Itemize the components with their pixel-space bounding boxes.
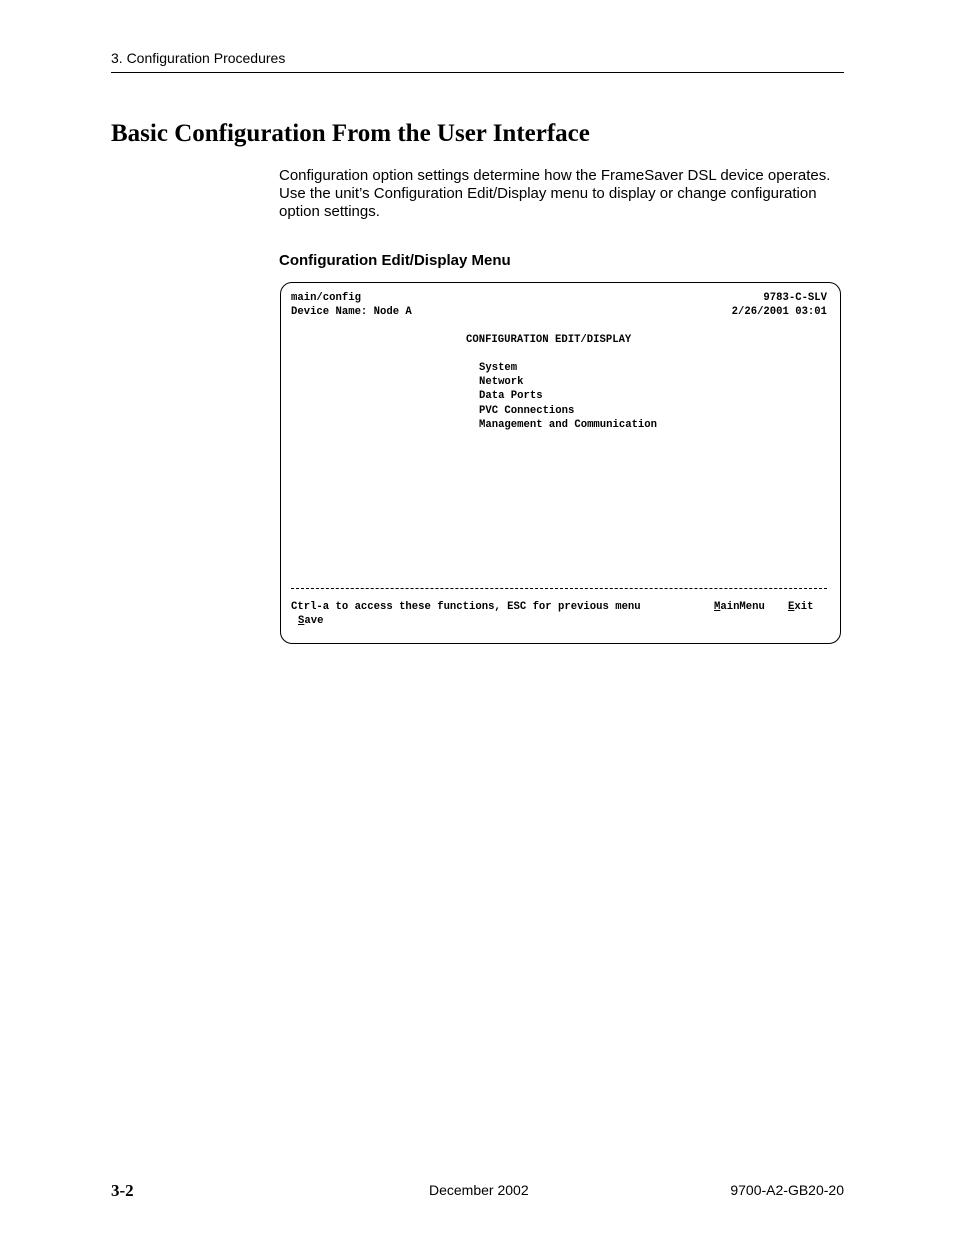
section-title: Basic Configuration From the User Interface bbox=[111, 120, 590, 147]
terminal-path: main/config bbox=[291, 292, 361, 304]
terminal-screen-title: CONFIGURATION EDIT/DISPLAY bbox=[466, 334, 632, 346]
running-head: 3. Configuration Procedures bbox=[111, 50, 286, 66]
function-save-label: ave bbox=[304, 615, 324, 627]
intro-paragraph: Configuration option settings determine how the FrameSaver DSL device operates. Use the unit’s Configuration Edit/Display menu to display or change configuration option settings. bbox=[279, 167, 831, 220]
menu-item-system[interactable]: System bbox=[479, 362, 518, 374]
document-number: 9700-A2-GB20-20 bbox=[730, 1182, 844, 1198]
menu-item-pvc-connections[interactable]: PVC Connections bbox=[479, 405, 575, 417]
terminal-screen bbox=[280, 282, 841, 644]
footer-date: December 2002 bbox=[429, 1182, 529, 1198]
function-exit-key: E bbox=[788, 601, 795, 613]
function-save-key: S bbox=[298, 615, 305, 627]
terminal-divider bbox=[291, 588, 827, 589]
terminal-model: 9783-C-SLV bbox=[763, 292, 827, 304]
function-exit-label: xit bbox=[794, 601, 814, 613]
function-mainmenu-label: ainMenu bbox=[720, 601, 765, 613]
terminal-datetime: 2/26/2001 03:01 bbox=[731, 306, 827, 318]
function-mainmenu[interactable] bbox=[714, 600, 765, 614]
page-number: 3-2 bbox=[111, 1181, 134, 1200]
header-rule bbox=[111, 72, 844, 73]
menu-item-data-ports[interactable]: Data Ports bbox=[479, 390, 543, 402]
figure-caption: Configuration Edit/Display Menu bbox=[279, 252, 511, 269]
menu-item-network[interactable]: Network bbox=[479, 376, 524, 388]
terminal-device-name: Device Name: Node A bbox=[291, 306, 412, 318]
function-mainmenu-key: M bbox=[714, 601, 721, 613]
menu-item-management-communication[interactable]: Management and Communication bbox=[479, 419, 658, 431]
terminal-help-text: Ctrl-a to access these functions, ESC for previous menu bbox=[291, 601, 641, 613]
function-save[interactable] bbox=[298, 614, 323, 628]
function-exit[interactable] bbox=[788, 600, 813, 614]
